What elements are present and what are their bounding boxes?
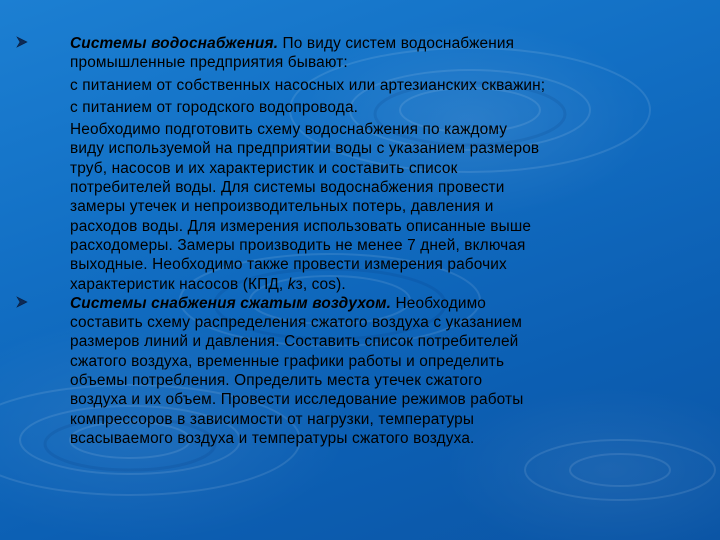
text-line: выходные. Необходимо также провести измерения рабочих [70, 256, 507, 274]
text-line: замеры утечек и непроизводительных потерь, давления и [70, 198, 494, 216]
text-line: составить схему распределения сжатого воздуха с указанием [70, 314, 522, 332]
text-line: Необходимо подготовить схему водоснабжения по каждому [70, 121, 508, 139]
section-heading: Системы снабжения сжатым воздухом. [70, 294, 392, 312]
italic-symbol: k [287, 275, 296, 293]
text-line: объемы потребления. Определить места утечек сжатого [70, 372, 483, 390]
slide-content [70, 34, 686, 448]
text-line: компрессоров в зависимости от нагрузки, температуры [70, 410, 475, 428]
text-line: всасываемого воздуха и температуры сжатого воздуха. [70, 429, 475, 447]
bullet-item-compressed-air [70, 294, 686, 448]
text-line: потребителей воды. Для системы водоснабжения провести [70, 179, 505, 197]
sub-item-text: с питанием от собственных насосных или артезианских скважин; [70, 76, 546, 94]
section-lead-text: По виду систем водоснабжения [278, 35, 515, 52]
text-fragment: з, cos). [295, 275, 346, 293]
arrow-bullet-icon [16, 36, 28, 48]
arrow-bullet-icon [16, 296, 28, 308]
bullet-item-water-supply [70, 34, 686, 294]
text-line: расходомеры. Замеры производить не менее 7 дней, включая [70, 236, 526, 254]
section-lead-text: Необходимо [391, 294, 487, 312]
text-line: сжатого воздуха, временные графики работы и определить [70, 352, 505, 370]
text-line: промышленные предприятия бывают: [70, 54, 348, 72]
section-heading-line [70, 34, 686, 53]
section-heading: Системы водоснабжения. [70, 35, 279, 52]
text-line: размеров линий и давления. Составить список потребителей [70, 333, 519, 351]
section-heading-line [70, 294, 686, 313]
text-line-last [70, 275, 686, 294]
text-line: виду используемой на предприятии воды с указанием размеров [70, 140, 540, 158]
text-line: труб, насосов и их характеристик и составить список [70, 159, 458, 177]
text-line: расходов воды. Для измерения использовать описанные выше [70, 217, 532, 235]
text-fragment: характеристик насосов (КПД, [70, 275, 288, 293]
sub-item-text: с питанием от городского водопровода. [70, 98, 359, 116]
text-line: воздуха и их объем. Провести исследование режимов работы [70, 391, 524, 409]
